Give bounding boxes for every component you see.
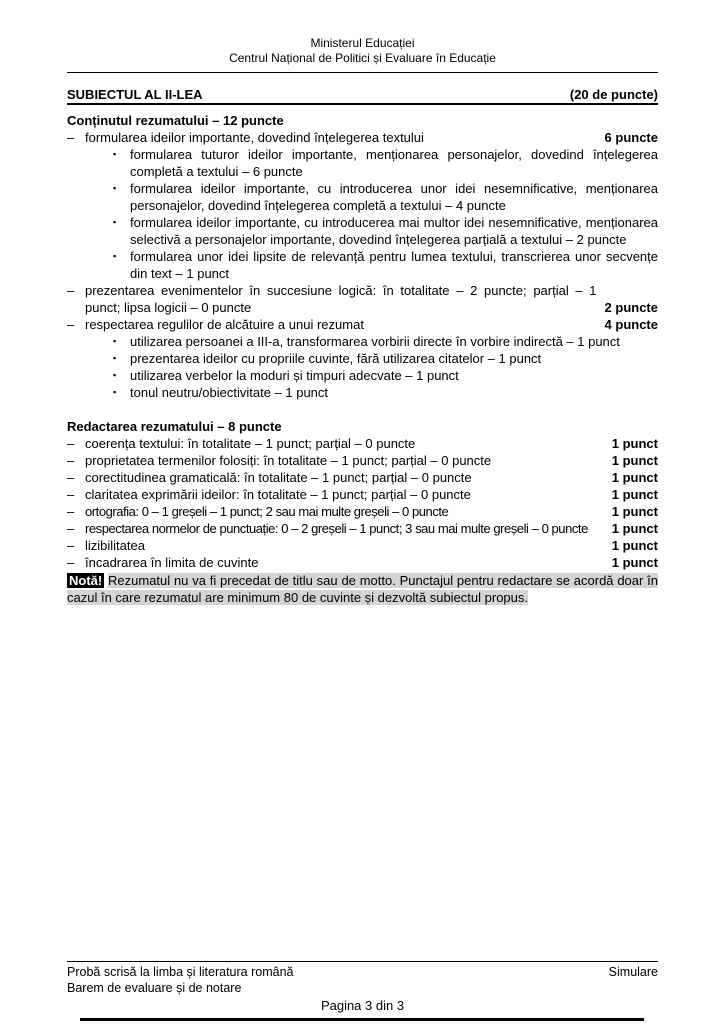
bullet-icon: ▪ (113, 149, 117, 159)
subcriterion-text: formularea tuturor ideilor importante, menționarea personajelor, dovedind înțelegerea completă a textului – 6 puncte (130, 147, 658, 179)
criterion-text: lizibilitatea (85, 538, 145, 553)
dash-marker: – (67, 317, 75, 332)
bullet-icon: ▪ (113, 353, 117, 363)
center-name: Centrul Național de Politici și Evaluare în Educație (229, 51, 496, 65)
footer-line-2: Barem de evaluare și de notare (67, 981, 242, 995)
dash-marker: – (67, 538, 75, 553)
criterion-text: încadrarea în limita de cuvinte (85, 555, 259, 570)
criterion-row (67, 316, 658, 333)
criterion-points: 1 punct (611, 453, 658, 468)
page-number: Pagina 3 din 3 (320, 998, 405, 1013)
dash-marker: – (67, 470, 75, 485)
subcriterion-row (113, 214, 658, 248)
document-header (67, 36, 658, 66)
criterion-text: corectitudinea gramaticală: în totalitate – 1 punct; parțial – 0 puncte (85, 470, 472, 485)
criterion-row (67, 452, 658, 469)
dash-marker: – (67, 521, 75, 536)
criterion-text: prezentarea evenimentelor în succesiune logică: în totalitate – 2 puncte; parțial – 1 punct; lipsa logicii – 0 puncte (85, 283, 597, 315)
subcriterion-text: utilizarea verbelor la moduri și timpuri adecvate – 1 punct (130, 368, 459, 383)
dash-marker: – (67, 504, 75, 519)
criterion-text: coerența textului: în totalitate – 1 punct; parțial – 0 puncte (85, 436, 416, 451)
subject-title: SUBIECTUL AL II-LEA (67, 87, 203, 102)
bullet-icon: ▪ (113, 251, 117, 261)
criterion-row (67, 129, 658, 146)
criterion-row (67, 554, 658, 571)
criterion-points: 1 punct (611, 504, 658, 519)
criterion-points: 1 punct (611, 521, 658, 536)
criterion-text: formularea ideilor importante, dovedind înțelegerea textului (85, 130, 424, 145)
criterion-row (67, 469, 658, 486)
criterion-row (67, 520, 658, 537)
subcriteria-list (113, 333, 658, 401)
subject-heading (67, 87, 658, 105)
criterion-points: 1 punct (611, 470, 658, 485)
subcriterion-row (113, 367, 658, 384)
subcriterion-row (113, 384, 658, 401)
note-paragraph (67, 572, 658, 606)
criterion-row (67, 537, 658, 554)
subcriterion-text: formularea ideilor importante, cu introducerea mai multor idei nesemnificative, menționarea selectivă a personajelor importante, dovedind înțelegerea parțială a textului – 2 puncte (130, 215, 658, 247)
footer-line-1 (67, 964, 658, 980)
subcriterion-text: formularea unor idei lipsite de relevanță pentru lumea textului, transcrierea unor secvențe din text – 1 punct (130, 249, 658, 281)
dash-marker: – (67, 487, 75, 502)
bullet-icon: ▪ (113, 387, 117, 397)
subcriterion-row (113, 248, 658, 282)
criterion-text: respectarea regulilor de alcătuire a unui rezumat (85, 317, 364, 332)
redactare-section-title: Redactarea rezumatului – 8 puncte (67, 419, 282, 434)
note-label: Notă! (69, 573, 103, 588)
criterion-text: claritatea exprimării ideilor: în totalitate – 1 punct; parțial – 0 puncte (85, 487, 471, 502)
criterion-points: 1 punct (611, 487, 658, 502)
dash-marker: – (67, 453, 75, 468)
subcriterion-row (113, 146, 658, 180)
subcriterion-text: tonul neutru/obiectivitate – 1 punct (130, 385, 329, 400)
exam-name: Probă scrisă la limba și literatura română (67, 965, 294, 979)
content-section-title: Conținutul rezumatului – 12 puncte (67, 113, 284, 128)
criterion-points: 6 puncte (604, 130, 658, 145)
footer-divider (67, 961, 658, 962)
criterion-points: 2 puncte (604, 300, 658, 315)
criterion-row (67, 503, 658, 520)
criterion-text: respectarea normelor de punctuație: 0 – 2 greșeli – 1 punct; 3 sau mai multe greșeli – 0 puncte (85, 521, 588, 536)
criterion-text: ortografia: 0 – 1 greșeli – 1 punct; 2 sau mai multe greșeli – 0 puncte (85, 504, 449, 519)
dash-marker: – (67, 130, 75, 145)
session-label: Simulare (608, 965, 658, 979)
subcriterion-row (113, 333, 658, 350)
bullet-icon: ▪ (113, 336, 117, 346)
subcriteria-list (113, 146, 658, 282)
page-footer (67, 961, 658, 1014)
dash-marker: – (67, 436, 75, 451)
bullet-icon: ▪ (113, 183, 117, 193)
subcriterion-row (113, 350, 658, 367)
criterion-text: proprietatea termenilor folosiți: în totalitate – 1 punct; parțial – 0 puncte (85, 453, 492, 468)
subcriterion-row (113, 180, 658, 214)
dash-marker: – (67, 283, 75, 298)
ministry-name: Ministerul Educației (310, 36, 415, 50)
criterion-row (67, 435, 658, 452)
criterion-points: 1 punct (611, 555, 658, 570)
note-text: Rezumatul nu va fi precedat de titlu sau de motto. Punctajul pentru redactare se acordă doar în cazul în care rezumatul are minimum 80 de cuvinte și dezvoltă subiectul propus. (67, 573, 658, 605)
header-divider (67, 72, 658, 73)
criterion-row (67, 282, 658, 316)
bullet-icon: ▪ (113, 217, 117, 227)
subcriterion-text: prezentarea ideilor cu propriile cuvinte, fără utilizarea citatelor – 1 punct (130, 351, 542, 366)
subcriterion-text: utilizarea persoanei a III-a, transformarea vorbirii directe în vorbire indirectă – 1 punct (130, 334, 620, 349)
subcriterion-text: formularea ideilor importante, cu introducerea unor idei nesemnificative, menționarea personajelor, dovedind înțelegerea completă a textului – 4 puncte (130, 181, 658, 213)
criterion-points: 1 punct (611, 538, 658, 553)
bottom-edge-bar (80, 1018, 644, 1021)
criterion-points: 1 punct (611, 436, 658, 451)
criterion-row (67, 486, 658, 503)
dash-marker: – (67, 555, 75, 570)
bullet-icon: ▪ (113, 370, 117, 380)
criterion-points: 4 puncte (604, 317, 658, 332)
subject-points: (20 de puncte) (569, 87, 658, 102)
